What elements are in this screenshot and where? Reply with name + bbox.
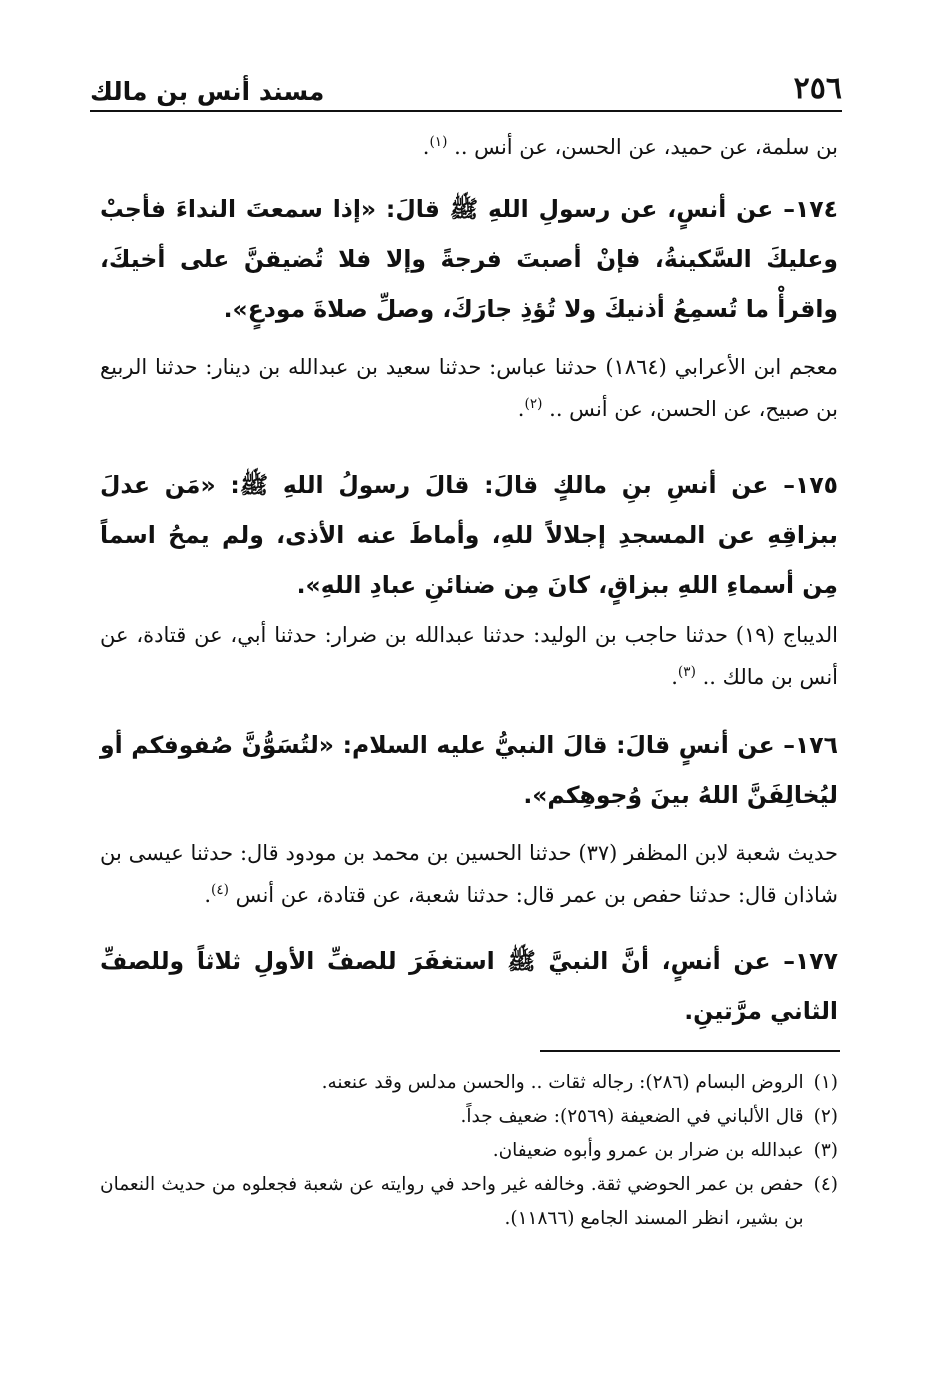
footnote-mark: (٢) <box>813 1106 838 1127</box>
hadith-number: ١٧٥– <box>783 471 839 499</box>
source-text: الديباج (١٩) حدثنا حاجب بن الوليد: حدثنا عبدالله بن ضرار: حدثنا أبي، عن قتادة، عن أنس بن مالك .. <box>100 623 838 689</box>
hadith-text: عن أنسٍ قالَ: قالَ النبيُّ عليه السلام: «لتُسَوُّنَّ صُفوفكم أو ليُخالِفَنَّ اللهُ بينَ وُجوهِكم». <box>100 731 838 809</box>
footnotes <box>100 1066 838 1236</box>
hadith-number: ١٧٦– <box>783 731 838 759</box>
hadith-number: ١٧٧– <box>783 947 838 975</box>
hadith-176-source: حديث شعبة لابن المظفر (٣٧) حدثنا الحسين بن محمد بن مودود قال: حدثنا عيسى بن شاذان قال: حدثنا حفص بن عمر قال: حدثنا شعبة، عن قتادة، عن أنس $^{(٤)}$. <box>100 841 838 907</box>
hadith-text: عن أنسِ بنِ مالكٍ قالَ: قالَ رسولُ اللهِ ﷺ: «مَن عدلَ ببزاقِهِ عن المسجدِ إجلالاً للهِ، وأماطَ عنه الأذى، ولم يمحُ اسماً مِن أسماءِ اللهِ ببزاقٍ، كانَ مِن ضنائنِ عبادِ اللهِ». <box>100 471 838 599</box>
footnote-mark: (٤) <box>813 1174 838 1195</box>
footnote-text: قال الألباني في الضعيفة (٢٥٦٩): ضعيف جداً. <box>460 1106 804 1127</box>
footnote-2 <box>100 1100 838 1134</box>
footnote-rule <box>540 1050 840 1052</box>
source-text: حديث شعبة لابن المظفر (٣٧) حدثنا الحسين بن محمد بن مودود قال: حدثنا عيسى بن شاذان قال: حدثنا حفص بن عمر قال: حدثنا شعبة، عن قتادة، عن أنس <box>100 841 838 907</box>
isnad-text: بن سلمة، عن حميد، عن الحسن، عن أنس .. <box>454 135 838 159</box>
footnote-mark: (١) <box>813 1072 838 1093</box>
footnote-4 <box>100 1168 838 1236</box>
page-header <box>90 60 842 104</box>
hadith-text: عن أنسٍ، عن رسولِ اللهِ ﷺ قالَ: «إذا سمعتَ النداءَ فأجبْ وعليكَ السَّكينةُ، فإنْ أصبتَ فرجةً وإلا فلا تُضيقنَّ على أخيكَ، واقرأْ ما تُسمِعُ أذنيكَ ولا تُؤذِ جارَكَ، وصلِّ صلاةَ مودعٍ». <box>100 195 838 323</box>
footnote-ref: (٤) <box>211 882 229 898</box>
footnote-ref: (١) <box>429 134 448 150</box>
running-title: مسند أنس بن مالك <box>90 77 325 106</box>
hadith-175 <box>100 460 838 610</box>
hadith-number: ١٧٤– <box>783 195 838 223</box>
hadith-174-source: معجم ابن الأعرابي (١٨٦٤) حدثنا عباس: حدثنا سعيد بن عبدالله بن دينار: حدثنا الربيع بن صبيح، عن الحسن، عن أنس .. $^{(٢)}$. <box>100 355 838 421</box>
hadith-177 <box>100 936 838 1036</box>
hadith-176 <box>100 720 838 820</box>
footnote-mark: (٣) <box>813 1140 838 1161</box>
footnote-3 <box>100 1134 838 1168</box>
footnote-text: حفص بن عمر الحوضي ثقة. وخالفه غير واحد في روايته عن شعبة فجعلوه من حديث النعمان بن بشير، انظر المسند الجامع (١١٨٦٦). <box>100 1174 804 1229</box>
footnote-1 <box>100 1066 838 1100</box>
footnote-ref: (٣) <box>677 664 696 680</box>
source-text: معجم ابن الأعرابي (١٨٦٤) حدثنا عباس: حدثنا سعيد بن عبدالله بن دينار: حدثنا الربيع بن صبيح، عن الحسن، عن أنس .. <box>100 355 838 421</box>
continued-isnad: بن سلمة، عن حميد، عن الحسن، عن أنس .. $^{(١)}$. <box>422 134 838 159</box>
hadith-175-source: الديباج (١٩) حدثنا حاجب بن الوليد: حدثنا عبدالله بن ضرار: حدثنا أبي، عن قتادة، عن أنس بن مالك .. $^{(٣)}$. <box>100 623 838 689</box>
hadith-text: عن أنسٍ، أنَّ النبيَّ ﷺ استغفَرَ للصفِّ الأولِ ثلاثاً وللصفِّ الثاني مرَّتينِ. <box>100 947 838 1025</box>
footnote-text: الروض البسام (٢٨٦): رجاله ثقات .. والحسن مدلس وقد عنعنه. <box>321 1072 804 1093</box>
page-number: ٢٥٦ <box>793 71 842 106</box>
header-rule <box>90 110 842 112</box>
footnote-text: عبدالله بن ضرار بن عمرو وأبوه ضعيفان. <box>492 1140 804 1161</box>
hadith-174 <box>100 184 838 334</box>
footnote-ref: (٢) <box>524 396 543 412</box>
